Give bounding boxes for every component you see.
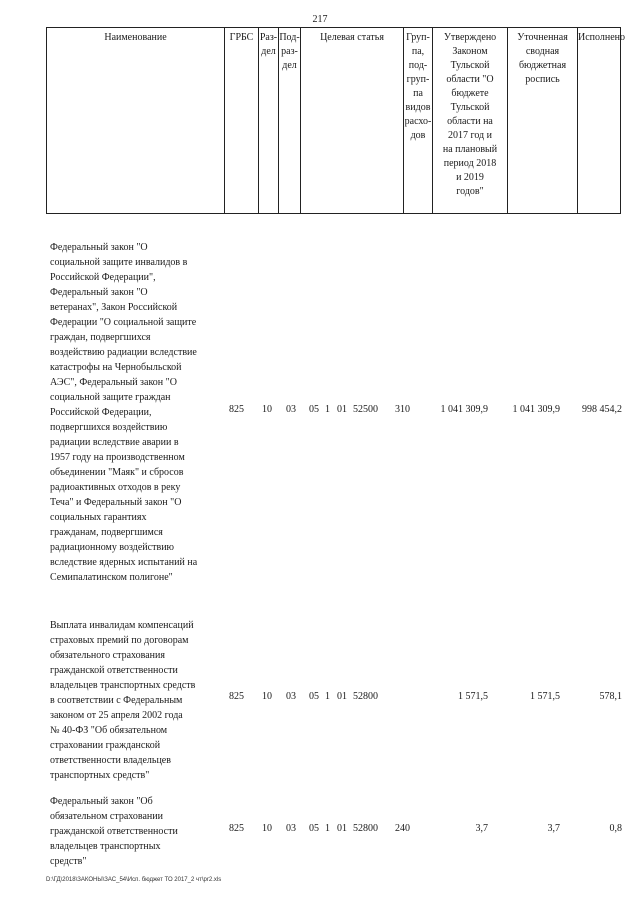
table-header bbox=[46, 27, 626, 214]
cell-ispolneno: 578,1 bbox=[599, 691, 622, 702]
cell-podrazdel: 03 bbox=[286, 691, 296, 702]
header-utochnennaya: Уточненная сводная бюджетная роспись bbox=[508, 28, 578, 213]
cell-cel-direction: 52800 bbox=[353, 823, 378, 834]
header-razdel: Раз- дел bbox=[259, 28, 279, 213]
cell-cel-subprogram: 1 bbox=[325, 823, 330, 834]
cell-utverzhdeno: 3,7 bbox=[475, 823, 488, 834]
page-number: 217 bbox=[312, 14, 328, 25]
cell-grbs: 825 bbox=[229, 404, 244, 415]
cell-podrazdel: 03 bbox=[286, 404, 296, 415]
row-name: Выплата инвалидам компенсаций страховых премий по договорам обязательного страхования гражданской ответственности владельцев транспортных средств в соответствии с Федеральным законом от 25 апреля 2002 года № 40-ФЗ "Об обязательном страховании гражданской ответственности владельцев транспортных средств" bbox=[50, 620, 196, 781]
header-name: Наименование bbox=[47, 28, 225, 213]
row-name: Федеральный закон "Об обязательном страховании гражданской ответственности владельцев транспортных средств" bbox=[50, 796, 178, 867]
cell-cel-direction: 52800 bbox=[353, 691, 378, 702]
file-path-footer: D:\ГД\2018\ЗАКОНЫ\ЗАС_54\Исп. бюджет ТО 2017_2 чт\pr2.xls bbox=[46, 877, 222, 883]
cell-utochnennaya: 1 041 309,9 bbox=[512, 404, 560, 415]
cell-gruppa: 310 bbox=[395, 404, 410, 415]
cell-cel-program: 05 bbox=[309, 404, 319, 415]
header-grbs: ГРБС bbox=[225, 28, 259, 213]
cell-podrazdel: 03 bbox=[286, 823, 296, 834]
cell-cel-subprogram: 1 bbox=[325, 404, 330, 415]
cell-cel-event: 01 bbox=[337, 404, 347, 415]
cell-cel-direction: 52500 bbox=[353, 404, 378, 415]
header-celevaya-statya: Целевая статья bbox=[301, 28, 404, 213]
cell-grbs: 825 bbox=[229, 823, 244, 834]
cell-utochnennaya: 1 571,5 bbox=[530, 691, 560, 702]
cell-cel-subprogram: 1 bbox=[325, 691, 330, 702]
header-gruppa: Груп- па, под- груп- па видов расхо- дов bbox=[404, 28, 433, 213]
cell-ispolneno: 0,8 bbox=[609, 823, 622, 834]
cell-razdel: 10 bbox=[262, 404, 272, 415]
cell-cel-event: 01 bbox=[337, 691, 347, 702]
header-podrazdel: Под- раз- дел bbox=[279, 28, 301, 213]
row-name: Федеральный закон "О социальной защите инвалидов в Российской Федерации", Федеральный закон "О ветеранах", Закон Российской Федерации "О социальной защите граждан, подвергшихся воздействию радиации вследствие катастрофы на Чернобыльской АЭС", Федеральный закон "О социальной защите граждан Российской Федерации, подвергшихся воздействию радиации вследствие аварии в 1957 году на производственном объединении "Маяк" и сбросов радиоактивных отходов в реку Теча" и Федеральный закон "О социальных гарантиях гражданам, подвергшимся радиационному воздействию вследствие ядерных испытаний на Семипалатинском полигоне" bbox=[50, 242, 198, 583]
cell-gruppa: 240 bbox=[395, 823, 410, 834]
cell-utverzhdeno: 1 571,5 bbox=[458, 691, 488, 702]
header-utverzhdeno: Утверждено Законом Тульской области "О бюджете Тульской области на 2017 год и на плановый период 2018 и 2019 годов" bbox=[433, 28, 508, 213]
cell-razdel: 10 bbox=[262, 823, 272, 834]
cell-cel-event: 01 bbox=[337, 823, 347, 834]
cell-utverzhdeno: 1 041 309,9 bbox=[440, 404, 488, 415]
cell-ispolneno: 998 454,2 bbox=[582, 404, 622, 415]
cell-cel-program: 05 bbox=[309, 691, 319, 702]
cell-cel-program: 05 bbox=[309, 823, 319, 834]
cell-razdel: 10 bbox=[262, 691, 272, 702]
cell-utochnennaya: 3,7 bbox=[547, 823, 560, 834]
cell-grbs: 825 bbox=[229, 691, 244, 702]
header-ispolneno: Исполнено bbox=[578, 32, 626, 43]
